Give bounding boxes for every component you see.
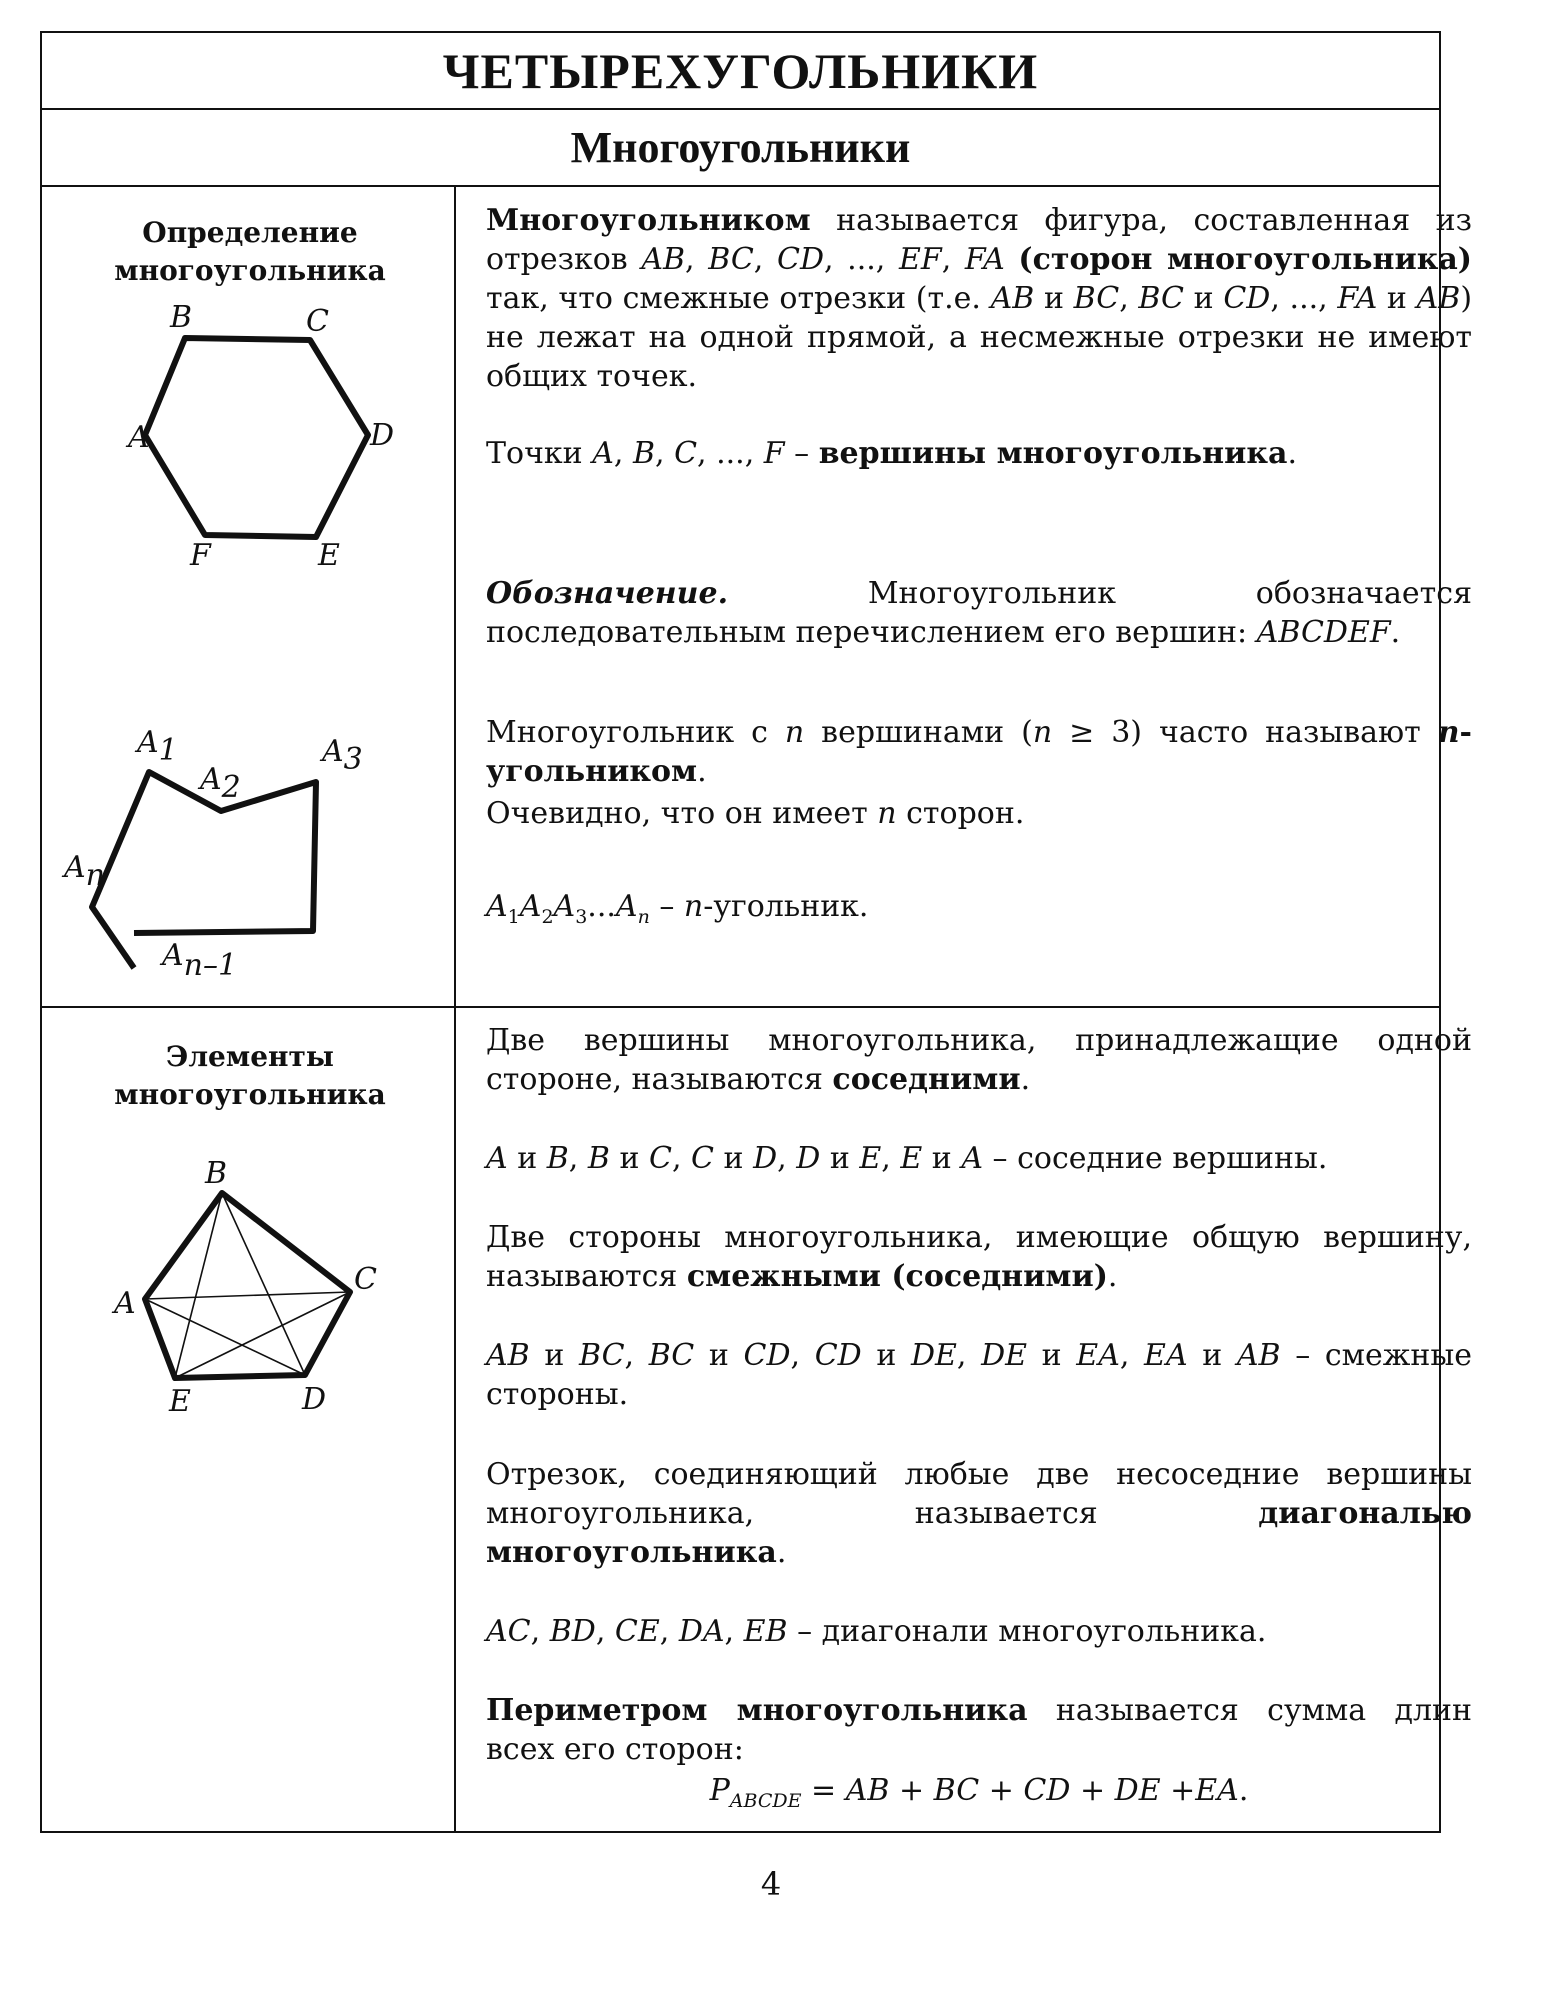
vertex-label-b: B [205, 1156, 228, 1191]
math-symbol: BC [648, 1338, 695, 1373]
paragraph-diagonals-example: AC, BD, CE, DA, EB – диагонали многоугольника. [486, 1614, 1267, 1649]
bold-term: диагональю многоугольника [486, 1496, 1472, 1570]
math-symbol: EF [898, 242, 942, 277]
vertex-label-a3: A3 [322, 734, 363, 777]
math-symbol: CD [776, 242, 824, 277]
bold-term: смежными (соседними) [686, 1259, 1108, 1294]
subscript: 1 [507, 906, 520, 928]
math-symbol: A [486, 889, 508, 924]
vertex-label-b: B [170, 300, 193, 335]
hexagon-figure [72, 300, 432, 573]
ngon-shape [92, 772, 316, 968]
subscript: n [637, 906, 650, 928]
math-symbol: ABCDEF [1256, 615, 1391, 650]
math-symbol: CE [614, 1614, 660, 1649]
math-symbol: F [763, 436, 785, 471]
math-symbol: A [553, 889, 576, 924]
math-symbol: CD [743, 1338, 791, 1373]
math-symbol: n [683, 889, 704, 924]
pentagon-figure [72, 1137, 432, 1419]
math-symbol: A [519, 889, 542, 924]
math-symbol: BD [549, 1614, 596, 1649]
row-divider [42, 1006, 1439, 1008]
paragraph-polygon-definition: Многоугольником называется фигура, составленная из отрезков AB, BC, CD, ..., EF, FA (сторон многоугольника) так, что смежные отрезки (т.е. AB и BC, BC и CD, ..., FA и AB) не лежат на одной прямой, а несмежные отрезки не имеют общих точек. [486, 203, 1473, 394]
paragraph-adjacent-sides: Две стороны многоугольника, имеющие общую вершину, называются смежными (соседними). [486, 1220, 1472, 1294]
math-symbol: n [877, 796, 897, 831]
math-symbol: AB [1416, 281, 1461, 316]
math-symbol: AB [486, 1338, 530, 1373]
bold-term: -угольником [486, 715, 1472, 789]
paragraph-diagonal: Отрезок, соединяющий любые две несоседние вершины многоугольника, называется диагональю многоугольника. [486, 1457, 1472, 1570]
vertex-label-c: C [354, 1262, 377, 1297]
math-symbol: DE [910, 1338, 957, 1373]
bold-italic-term: Обозначение. [486, 576, 729, 611]
paragraph-vertices: Точки A, B, C, ..., F – вершины многоугольника. [486, 436, 1297, 471]
math-symbol: DE [981, 1338, 1028, 1373]
math-symbol: CD [814, 1338, 862, 1373]
ngon-figure [64, 725, 432, 987]
math-symbol: C [691, 1141, 715, 1176]
math-symbol: AC [486, 1614, 531, 1649]
diagonal-bd [222, 1193, 305, 1375]
pentagon-shape [145, 1193, 350, 1378]
math-symbol: AB [1236, 1338, 1281, 1373]
math-symbol: B [587, 1141, 610, 1176]
paragraph-adjacent-vertices-example: A и B, B и C, C и D, D и E, E и A – соседние вершины. [486, 1141, 1328, 1176]
math-symbol: BC [1138, 281, 1184, 316]
math-symbol: A [592, 436, 614, 471]
diagonal-ac [145, 1292, 350, 1299]
paragraph-adjacent-vertices: Две вершины многоугольника, принадлежащие одной стороне, называются соседними. [486, 1023, 1472, 1097]
section-title: Многоугольники [40, 108, 1441, 187]
perimeter-formula: $P_{ABCDE}$ = AB + BC + CD + DE +EA. [709, 1773, 1249, 1812]
math-symbol: EA [1144, 1338, 1188, 1373]
math-symbol: P [709, 1773, 730, 1808]
row-label-elements: Элементы многоугольника [114, 1040, 386, 1111]
bold-term: Периметром многоугольника [486, 1693, 1028, 1728]
math-symbol: E [859, 1141, 882, 1176]
row-label-definition: Определение многоугольника [114, 216, 386, 287]
vertex-label-f: F [190, 538, 211, 573]
math-symbol: EA [1195, 1773, 1239, 1808]
vertex-label-an-1: An–1 [162, 938, 238, 983]
math-symbol: BC [578, 1338, 625, 1373]
vertex-label-d: D [302, 1382, 327, 1417]
math-symbol: DA [678, 1614, 725, 1649]
bold-term: вершины многоугольника [818, 436, 1288, 471]
vertex-label-a1: A1 [137, 725, 178, 768]
math-symbol: CD [1223, 281, 1271, 316]
math-symbol: E [900, 1141, 923, 1176]
hexagon-shape [145, 338, 368, 537]
vertex-label-a: A [114, 1286, 136, 1321]
math-symbol: D [753, 1141, 778, 1176]
bold-italic-term: n [1437, 715, 1460, 750]
bold-term: Многоугольником [486, 203, 811, 238]
math-symbol: BC [708, 242, 754, 277]
vertex-label-a: A [128, 420, 150, 455]
math-symbol: A [961, 1141, 984, 1176]
page-number: 4 [760, 1865, 782, 1903]
math-symbol: AB [845, 1773, 890, 1808]
math-symbol: C [674, 436, 698, 471]
paragraph-n-sides: Очевидно, что он имеет n сторон. [486, 796, 1025, 831]
math-symbol: A [486, 1141, 508, 1176]
subscript: 2 [541, 906, 554, 928]
paragraph-n-gon-notation: $A_1A_2A_3...A_n$ – n-угольник. [486, 889, 869, 928]
definitions-table [40, 185, 1473, 1833]
math-symbol: CD [1023, 1773, 1071, 1808]
bold-term: соседними [832, 1062, 1021, 1097]
math-symbol: C [649, 1141, 672, 1176]
subscript: ABCDE [729, 1790, 802, 1812]
math-symbol: FA [1337, 281, 1378, 316]
math-symbol: A [615, 889, 638, 924]
subscript: 3 [575, 906, 588, 928]
math-symbol: AB [990, 281, 1035, 316]
math-symbol: n [784, 715, 805, 750]
math-symbol: BC [1073, 281, 1120, 316]
math-symbol: EA [1076, 1338, 1120, 1373]
page-title: ЧЕТЫРЕХУГОЛЬНИКИ [40, 31, 1441, 110]
paragraph-adjacent-sides-example: AB и BC, BC и CD, CD и DE, DE и EA, EA и AB – смежные стороны. [486, 1338, 1472, 1412]
paragraph-perimeter: Периметром многоугольника называется сумма длин всех его сторон: [486, 1693, 1472, 1767]
vertex-label-e: E [169, 1384, 191, 1419]
math-symbol: DE [1114, 1773, 1161, 1808]
math-symbol: BC [933, 1773, 980, 1808]
math-symbol: AB [641, 242, 686, 277]
math-symbol: EB [743, 1614, 788, 1649]
paragraph-n-gon: Многоугольник с n вершинами (n ≥ 3) часто называют n-угольником. [486, 715, 1472, 789]
vertex-label-an: An [64, 850, 105, 893]
paragraph-notation: Обозначение. Многоугольник обозначается последовательным перечислением его вершин: ABCDEF. [486, 576, 1472, 650]
column-divider [454, 187, 456, 1831]
vertex-label-c: C [306, 304, 329, 339]
math-symbol: B [632, 436, 655, 471]
math-symbol: n [1032, 715, 1053, 750]
vertex-label-d: D [370, 418, 395, 453]
math-symbol: D [796, 1141, 821, 1176]
math-symbol: B [546, 1141, 569, 1176]
bold-term: (сторон многоугольника) [1018, 242, 1472, 277]
vertex-label-a2: A2 [200, 762, 241, 805]
vertex-label-e: E [318, 538, 340, 573]
math-symbol: FA [964, 242, 1005, 277]
